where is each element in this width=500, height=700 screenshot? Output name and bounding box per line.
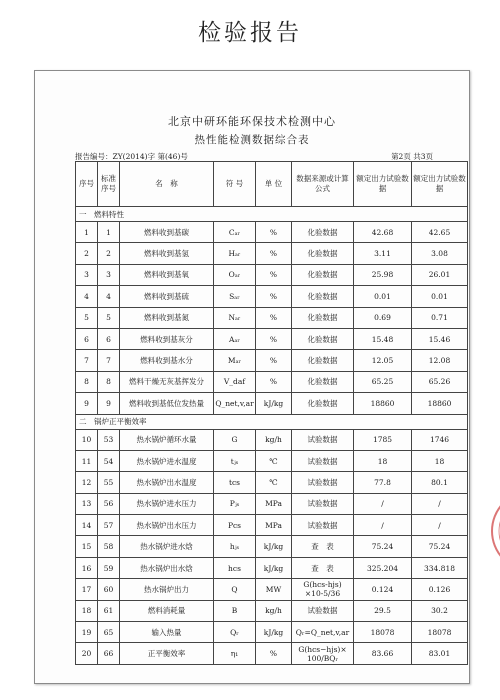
header-name: 名 称 (120, 162, 214, 207)
cell-name: 燃料消耗量 (120, 600, 214, 621)
cell-test-2: 3.08 (412, 243, 468, 264)
cell-test-1: 3.11 (354, 243, 412, 264)
page-title: 检验报告 (198, 20, 302, 46)
cell-unit: kJ/kg (256, 557, 292, 578)
cell-test-1: 29.5 (354, 600, 412, 621)
header-source: 数据来源或计算公式 (292, 162, 354, 207)
cell-name: 燃料收到基氢 (120, 243, 214, 264)
cell-test-1: / (354, 493, 412, 514)
cell-name: 热水锅炉进水压力 (120, 493, 214, 514)
cell-unit: MW (256, 579, 292, 600)
cell-std-seq: 53 (98, 429, 120, 450)
cell-symbol: Pcs (214, 515, 256, 536)
cell-std-seq: 55 (98, 472, 120, 493)
cell-std-seq: 56 (98, 493, 120, 514)
cell-unit: ℃ (256, 472, 292, 493)
cell-name: 热水锅炉出水焓 (120, 557, 214, 578)
cell-test-2: 18860 (412, 393, 468, 414)
cell-source: 化验数据 (292, 243, 354, 264)
cell-seq: 8 (76, 371, 98, 392)
cell-source: G(hcs−hjs)× 100/BQᵣ (292, 643, 354, 664)
cell-std-seq: 6 (98, 328, 120, 349)
cell-source: 化验数据 (292, 264, 354, 285)
cell-std-seq: 2 (98, 243, 120, 264)
page-number: 第2页 共3页 (391, 152, 433, 161)
cell-unit: MPa (256, 515, 292, 536)
table-row (76, 536, 468, 557)
cell-symbol: Oₐᵣ (214, 264, 256, 285)
cell-seq: 9 (76, 393, 98, 414)
table-row (76, 579, 468, 600)
cell-seq: 16 (76, 557, 98, 578)
cell-symbol: Nₐᵣ (214, 307, 256, 328)
cell-test-2: 0.01 (412, 286, 468, 307)
table-row (76, 222, 468, 243)
cell-unit: MPa (256, 493, 292, 514)
cell-test-1: 83.66 (354, 643, 412, 664)
cell-test-1: 0.69 (354, 307, 412, 328)
cell-name: 燃料收到基碳 (120, 222, 214, 243)
cell-source: 化验数据 (292, 286, 354, 307)
cell-name: 燃料收到基氧 (120, 264, 214, 285)
cell-test-2: 80.1 (412, 472, 468, 493)
cell-seq: 6 (76, 328, 98, 349)
cell-std-seq: 4 (98, 286, 120, 307)
cell-seq: 1 (76, 222, 98, 243)
cell-name: 热水锅炉出水压力 (120, 515, 214, 536)
cell-name: 热水锅炉循环水量 (120, 429, 214, 450)
cell-test-2: 12.08 (412, 350, 468, 371)
cell-std-seq: 61 (98, 600, 120, 621)
cell-source: 查 表 (292, 557, 354, 578)
cell-name: 正平衡效率 (120, 643, 214, 664)
cell-symbol: Mₐᵣ (214, 350, 256, 371)
cell-std-seq: 9 (98, 393, 120, 414)
table-header-row (76, 162, 468, 207)
cell-test-1: 65.25 (354, 371, 412, 392)
cell-unit: % (256, 264, 292, 285)
cell-test-2: 18078 (412, 622, 468, 643)
table-row (76, 515, 468, 536)
cell-source: 化验数据 (292, 328, 354, 349)
cell-source: 化验数据 (292, 350, 354, 371)
cell-test-1: 18078 (354, 622, 412, 643)
cell-test-1: 1785 (354, 429, 412, 450)
header-seq: 序号 (76, 162, 98, 207)
cell-seq: 13 (76, 493, 98, 514)
cell-symbol: tⱼₛ (214, 450, 256, 471)
cell-unit: kg/h (256, 429, 292, 450)
cell-std-seq: 65 (98, 622, 120, 643)
cell-seq: 17 (76, 579, 98, 600)
cell-test-1: / (354, 515, 412, 536)
cell-test-2: 0.71 (412, 307, 468, 328)
cell-std-seq: 7 (98, 350, 120, 371)
header-std-seq: 标准序号 (98, 162, 120, 207)
cell-test-2: 75.24 (412, 536, 468, 557)
table-row (76, 328, 468, 349)
cell-seq: 4 (76, 286, 98, 307)
cell-std-seq: 3 (98, 264, 120, 285)
inspection-stamp (487, 486, 500, 576)
cell-test-2: 15.46 (412, 328, 468, 349)
table-row (76, 622, 468, 643)
cell-std-seq: 60 (98, 579, 120, 600)
cell-seq: 5 (76, 307, 98, 328)
org-name: 北京中研环能环保技术检测中心 (168, 115, 336, 128)
cell-source: 试验数据 (292, 450, 354, 471)
cell-source: Qᵣ=Q_net,v,ar (292, 622, 354, 643)
cell-symbol: η₁ (214, 643, 256, 664)
cell-seq: 10 (76, 429, 98, 450)
cell-seq: 11 (76, 450, 98, 471)
cell-seq: 12 (76, 472, 98, 493)
cell-symbol: Aₐᵣ (214, 328, 256, 349)
cell-test-1: 0.01 (354, 286, 412, 307)
cell-test-1: 25.98 (354, 264, 412, 285)
cell-symbol: tcs (214, 472, 256, 493)
cell-test-1: 15.48 (354, 328, 412, 349)
table-row (76, 472, 468, 493)
cell-source: 试验数据 (292, 600, 354, 621)
header-unit: 单 位 (256, 162, 292, 207)
cell-std-seq: 59 (98, 557, 120, 578)
cell-source: 试验数据 (292, 493, 354, 514)
cell-test-2: 30.2 (412, 600, 468, 621)
table-row (76, 286, 468, 307)
cell-unit: % (256, 371, 292, 392)
cell-seq: 15 (76, 536, 98, 557)
table-row (76, 371, 468, 392)
cell-symbol: G (214, 429, 256, 450)
cell-std-seq: 1 (98, 222, 120, 243)
cell-symbol: Cₐᵣ (214, 222, 256, 243)
cell-unit: % (256, 643, 292, 664)
cell-symbol: Q (214, 579, 256, 600)
cell-source: 化验数据 (292, 307, 354, 328)
cell-std-seq: 54 (98, 450, 120, 471)
cell-source: 试验数据 (292, 515, 354, 536)
cell-unit: % (256, 222, 292, 243)
cell-unit: kJ/kg (256, 622, 292, 643)
cell-test-2: / (412, 493, 468, 514)
table-title: 热性能检测数据综合表 (194, 134, 310, 146)
cell-symbol: Sₐᵣ (214, 286, 256, 307)
cell-name: 燃料收到基氮 (120, 307, 214, 328)
cell-source: G(hcs-hjs) ×10-5/36 (292, 579, 354, 600)
cell-name: 燃料干燥无灰基挥发分 (120, 371, 214, 392)
header-test-1: 额定出力试验数据 (354, 162, 412, 207)
cell-source: 化验数据 (292, 393, 354, 414)
cell-seq: 3 (76, 264, 98, 285)
cell-source: 试验数据 (292, 429, 354, 450)
cell-unit: kJ/kg (256, 536, 292, 557)
cell-test-2: 0.126 (412, 579, 468, 600)
cell-unit: kg/h (256, 600, 292, 621)
cell-symbol: hⱼₛ (214, 536, 256, 557)
cell-unit: ℃ (256, 450, 292, 471)
cell-seq: 14 (76, 515, 98, 536)
cell-unit: % (256, 243, 292, 264)
cell-symbol: Q_net,v,ar (214, 393, 256, 414)
cell-test-1: 75.24 (354, 536, 412, 557)
section-title: 二 锅炉正平衡效率 (76, 414, 468, 429)
cell-name: 燃料收到基硫 (120, 286, 214, 307)
cell-test-1: 42.68 (354, 222, 412, 243)
table-row (76, 350, 468, 371)
section-row (76, 414, 468, 429)
cell-name: 热水锅炉进水焓 (120, 536, 214, 557)
cell-test-2: 83.01 (412, 643, 468, 664)
cell-source: 试验数据 (292, 472, 354, 493)
table-row (76, 557, 468, 578)
cell-unit: % (256, 328, 292, 349)
cell-seq: 19 (76, 622, 98, 643)
cell-unit: % (256, 350, 292, 371)
report-number: 报告编号：ZY(2014)字 第(46)号 (75, 152, 188, 161)
cell-std-seq: 8 (98, 371, 120, 392)
table-row (76, 643, 468, 664)
table-row (76, 264, 468, 285)
cell-symbol: hcs (214, 557, 256, 578)
section-row (76, 207, 468, 222)
data-table (75, 161, 468, 665)
cell-name: 燃料收到基水分 (120, 350, 214, 371)
cell-symbol: B (214, 600, 256, 621)
cell-test-2: 18 (412, 450, 468, 471)
cell-seq: 20 (76, 643, 98, 664)
cell-symbol: Pⱼₛ (214, 493, 256, 514)
cell-name: 输入热量 (120, 622, 214, 643)
report-sheet (34, 70, 470, 684)
cell-test-2: 42.65 (412, 222, 468, 243)
cell-symbol: Qᵣ (214, 622, 256, 643)
cell-symbol: Hₐᵣ (214, 243, 256, 264)
cell-unit: % (256, 286, 292, 307)
table-row (76, 600, 468, 621)
cell-source: 化验数据 (292, 222, 354, 243)
cell-seq: 18 (76, 600, 98, 621)
cell-test-1: 0.124 (354, 579, 412, 600)
cell-test-2: 334.818 (412, 557, 468, 578)
cell-test-1: 12.05 (354, 350, 412, 371)
cell-name: 燃料收到基灰分 (120, 328, 214, 349)
cell-test-2: / (412, 515, 468, 536)
header-test-2: 额定出力试验数据 (412, 162, 468, 207)
cell-source: 化验数据 (292, 371, 354, 392)
cell-test-1: 77.8 (354, 472, 412, 493)
cell-unit: kJ/kg (256, 393, 292, 414)
cell-std-seq: 5 (98, 307, 120, 328)
header-symbol: 符 号 (214, 162, 256, 207)
section-title: 一 燃料特性 (76, 207, 468, 222)
cell-source: 查 表 (292, 536, 354, 557)
cell-std-seq: 66 (98, 643, 120, 664)
cell-name: 燃料收到基低位发热量 (120, 393, 214, 414)
table-row (76, 243, 468, 264)
cell-seq: 2 (76, 243, 98, 264)
cell-name: 热水锅炉出水温度 (120, 472, 214, 493)
cell-test-1: 18860 (354, 393, 412, 414)
cell-symbol: V_daf (214, 371, 256, 392)
table-row (76, 429, 468, 450)
cell-test-2: 26.01 (412, 264, 468, 285)
cell-test-2: 65.26 (412, 371, 468, 392)
cell-name: 热水锅炉进水温度 (120, 450, 214, 471)
cell-test-1: 325.204 (354, 557, 412, 578)
cell-name: 热水锅炉出力 (120, 579, 214, 600)
cell-seq: 7 (76, 350, 98, 371)
cell-std-seq: 58 (98, 536, 120, 557)
cell-std-seq: 57 (98, 515, 120, 536)
table-row (76, 307, 468, 328)
table-row (76, 493, 468, 514)
cell-test-1: 18 (354, 450, 412, 471)
cell-unit: % (256, 307, 292, 328)
table-row (76, 450, 468, 471)
table-row (76, 393, 468, 414)
cell-test-2: 1746 (412, 429, 468, 450)
